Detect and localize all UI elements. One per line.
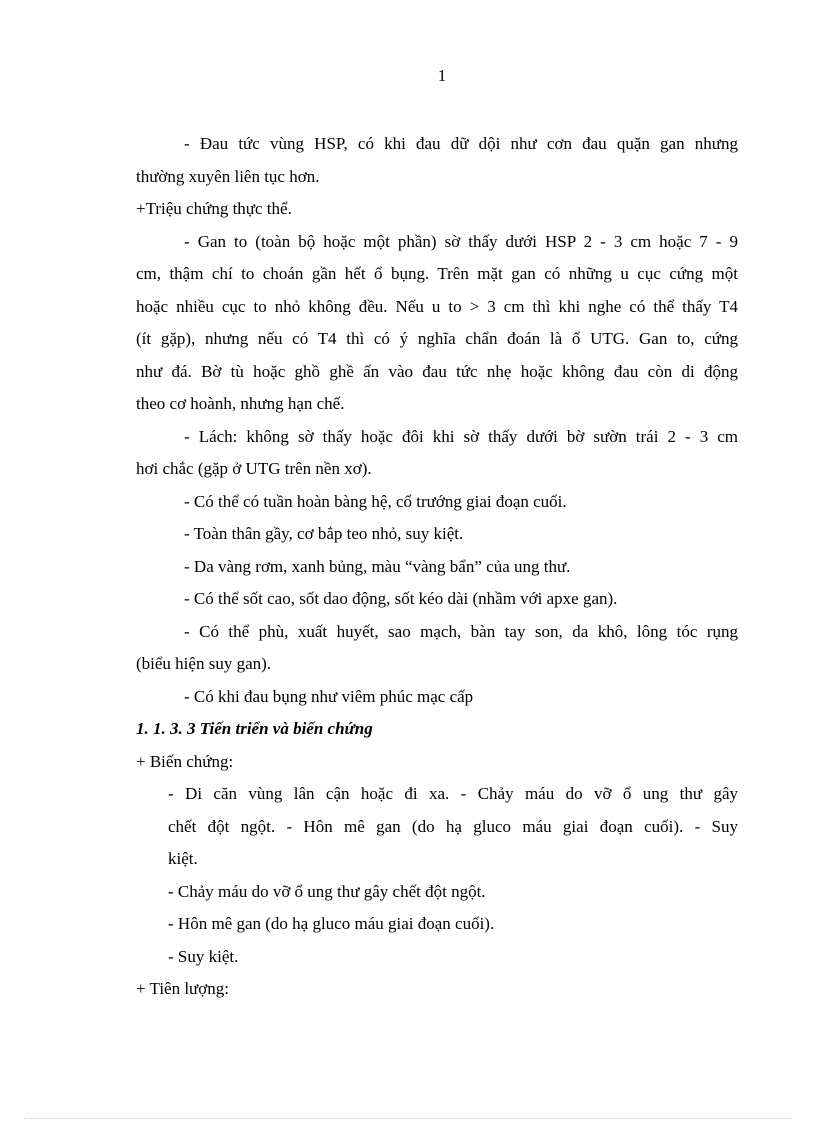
paragraph-line: - Gan to (toàn bộ hoặc một phần) sờ thấy dưới HSP 2 - 3 cm hoặc 7 - 9	[184, 231, 738, 251]
page-number: 1	[437, 66, 447, 85]
paragraph-line: thường xuyên liên tục hơn.	[136, 166, 320, 186]
paragraph-line: - Di căn vùng lân cận hoặc đi xa. - Chảy máu do vỡ ổ ung thư gây	[168, 784, 738, 803]
paragraph-line: - Lách: không sờ thấy hoặc đôi khi sờ thấy dưới bờ sườn trái 2 - 3 cm	[184, 426, 738, 446]
paragraph-line: - Đau tức vùng HSP, có khi đau dữ dội như cơn đau quặn gan nhưng	[184, 134, 738, 153]
paragraph-line: chết đột ngột. - Hôn mê gan (do hạ gluco máu giai đoạn cuối). - Suy	[168, 816, 738, 836]
paragraph-line: - Có thể phù, xuất huyết, sao mạch, bàn tay son, da khô, lông tóc rụng	[184, 621, 738, 641]
list-item: - Da vàng rơm, xanh bủng, màu “vàng bẩn” của ung thư.	[184, 556, 571, 576]
paragraph-line: theo cơ hoành, nhưng hạn chế.	[136, 394, 345, 413]
page-bottom-divider	[24, 1118, 792, 1119]
paragraph-line: (ít gặp), nhưng nếu có T4 thì có ý nghĩa chẩn đoán là ổ UTG. Gan to, cứng	[136, 329, 738, 348]
paragraph-line: hoặc nhiều cục to nhỏ không đều. Nếu u to > 3 cm thì khi nghe có thể thấy T4	[136, 296, 738, 316]
list-item: - Toàn thân gầy, cơ bắp teo nhỏ, suy kiệt.	[184, 524, 464, 543]
list-item: - Chảy máu do vỡ ổ ung thư gây chết đột ngột.	[168, 881, 486, 901]
section-label-physical-symptoms: +Triệu chứng thực thể.	[136, 199, 292, 218]
paragraph-line: cm, thậm chí to choán gần hết ổ bụng. Trên mặt gan có những u cục cứng một	[136, 264, 738, 283]
list-item: - Suy kiệt.	[168, 946, 239, 966]
section-label-prognosis: + Tiên lượng:	[136, 979, 229, 998]
list-item: - Có thể sốt cao, sốt dao động, sốt kéo dài (nhầm với apxe gan).	[184, 589, 618, 608]
list-item: - Hôn mê gan (do hạ gluco máu giai đoạn cuối).	[168, 914, 495, 933]
list-item: - Có thể có tuần hoàn bàng hệ, cổ trướng giai đoạn cuối.	[184, 491, 567, 511]
paragraph-line: hơi chắc (gặp ở UTG trên nền xơ).	[136, 459, 372, 478]
paragraph-line: kiệt.	[168, 849, 198, 868]
section-heading: 1. 1. 3. 3 Tiến triển và biến chứng	[136, 719, 373, 738]
paragraph-line: như đá. Bờ tù hoặc ghồ ghề ấn vào đau tức nhẹ hoặc không đau còn di động	[136, 361, 738, 381]
list-item: - Có khi đau bụng như viêm phúc mạc cấp	[184, 686, 474, 706]
document-body	[136, 128, 738, 1006]
paragraph-line: (biểu hiện suy gan).	[136, 654, 272, 673]
section-label-complications: + Biến chứng:	[136, 751, 234, 771]
